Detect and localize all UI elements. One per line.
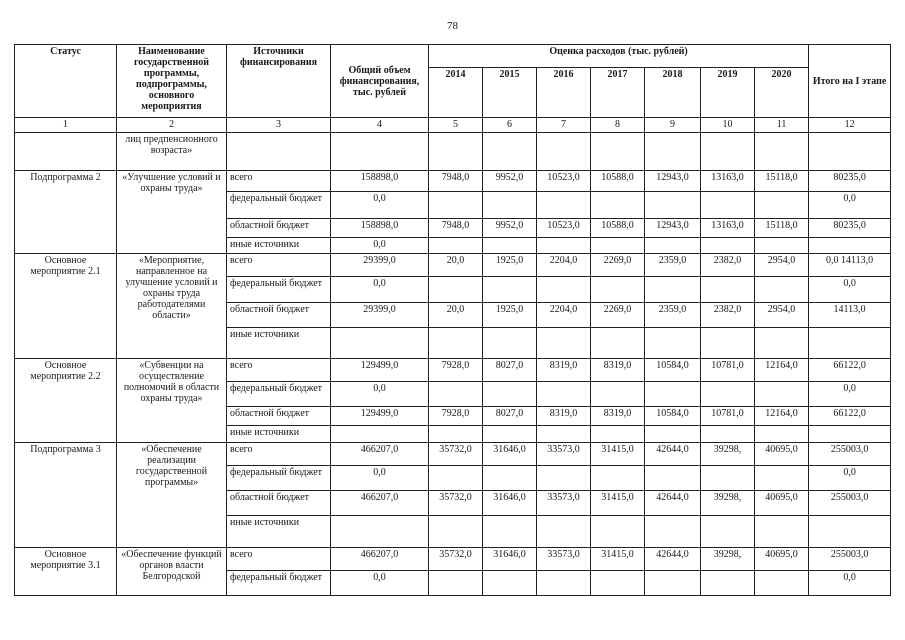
year-value-cell	[591, 570, 645, 595]
year-value-cell: 2382,0	[701, 254, 755, 277]
year-value-cell: 1925,0	[483, 302, 537, 327]
total-cell: 29399,0	[331, 254, 429, 277]
source-cell: всего	[227, 170, 331, 191]
year-value-cell: 12164,0	[755, 359, 809, 382]
year-value-cell: 10781,0	[701, 407, 755, 426]
total-cell: 466207,0	[331, 442, 429, 465]
total-cell: 0,0	[331, 237, 429, 254]
itogo-cell	[809, 426, 891, 443]
total-cell	[331, 327, 429, 358]
table-row	[15, 359, 891, 382]
header-name: Наименование государственной программы, подпрограммы, основного мероприятия	[117, 45, 227, 118]
year-value-cell: 39298,	[701, 442, 755, 465]
itogo-cell: 14113,0	[809, 302, 891, 327]
column-number: 9	[645, 118, 701, 133]
total-cell: 0,0	[331, 191, 429, 218]
year-value-cell: 31415,0	[591, 491, 645, 516]
source-cell: областной бюджет	[227, 491, 331, 516]
year-value-cell	[701, 327, 755, 358]
empty-cell	[537, 132, 591, 170]
year-value-cell: 2382,0	[701, 302, 755, 327]
year-value-cell: 15118,0	[755, 170, 809, 191]
source-cell: областной бюджет	[227, 218, 331, 237]
year-value-cell	[755, 516, 809, 547]
year-value-cell	[483, 327, 537, 358]
itogo-cell: 0,0 14113,0	[809, 254, 891, 277]
year-value-cell	[537, 191, 591, 218]
year-value-cell: 8027,0	[483, 407, 537, 426]
year-value-cell: 10523,0	[537, 170, 591, 191]
year-value-cell: 10584,0	[645, 359, 701, 382]
itogo-cell: 80235,0	[809, 218, 891, 237]
year-value-cell: 39298,	[701, 547, 755, 570]
year-value-cell	[429, 516, 483, 547]
year-value-cell: 13163,0	[701, 218, 755, 237]
year-value-cell: 15118,0	[755, 218, 809, 237]
itogo-cell	[809, 516, 891, 547]
page-number: 78	[447, 20, 458, 32]
year-value-cell	[591, 327, 645, 358]
itogo-cell: 66122,0	[809, 407, 891, 426]
source-cell: иные источники	[227, 516, 331, 547]
header-number-row	[15, 118, 891, 133]
financing-table	[14, 44, 891, 596]
column-number: 6	[483, 118, 537, 133]
column-number: 11	[755, 118, 809, 133]
year-value-cell	[701, 382, 755, 407]
year-value-cell	[537, 516, 591, 547]
total-cell: 466207,0	[331, 491, 429, 516]
header-year: 2016	[537, 68, 591, 118]
total-cell: 158898,0	[331, 218, 429, 237]
year-value-cell: 10523,0	[537, 218, 591, 237]
year-value-cell	[537, 237, 591, 254]
year-value-cell: 13163,0	[701, 170, 755, 191]
itogo-cell: 0,0	[809, 191, 891, 218]
year-value-cell	[429, 570, 483, 595]
year-value-cell: 8027,0	[483, 359, 537, 382]
year-value-cell: 33573,0	[537, 442, 591, 465]
year-value-cell: 2954,0	[755, 254, 809, 277]
year-value-cell	[591, 237, 645, 254]
year-value-cell: 39298,	[701, 491, 755, 516]
year-value-cell	[483, 277, 537, 302]
column-number: 8	[591, 118, 645, 133]
year-value-cell: 2359,0	[645, 302, 701, 327]
year-value-cell: 33573,0	[537, 547, 591, 570]
year-value-cell: 31646,0	[483, 547, 537, 570]
header-year: 2017	[591, 68, 645, 118]
total-cell: 0,0	[331, 382, 429, 407]
empty-cell	[701, 132, 755, 170]
year-value-cell	[645, 382, 701, 407]
year-value-cell: 42644,0	[645, 491, 701, 516]
year-value-cell: 2269,0	[591, 254, 645, 277]
header-year: 2015	[483, 68, 537, 118]
header-itogo: Итого на I этапе	[809, 45, 891, 118]
year-value-cell: 12943,0	[645, 218, 701, 237]
year-value-cell	[483, 426, 537, 443]
year-value-cell	[429, 277, 483, 302]
year-value-cell: 7948,0	[429, 218, 483, 237]
year-value-cell: 10588,0	[591, 170, 645, 191]
year-value-cell	[429, 465, 483, 490]
year-value-cell	[537, 570, 591, 595]
year-value-cell: 10584,0	[645, 407, 701, 426]
header-year: 2018	[645, 68, 701, 118]
status-cell: Основное мероприятие 2.1	[15, 254, 117, 359]
year-value-cell	[429, 327, 483, 358]
source-cell: областной бюджет	[227, 407, 331, 426]
year-value-cell: 35732,0	[429, 491, 483, 516]
empty-cell	[483, 132, 537, 170]
empty-cell	[809, 132, 891, 170]
year-value-cell	[645, 191, 701, 218]
year-value-cell	[645, 277, 701, 302]
itogo-cell: 0,0	[809, 570, 891, 595]
header-estimate: Оценка расходов (тыс. рублей)	[429, 45, 809, 68]
itogo-cell: 0,0	[809, 277, 891, 302]
year-value-cell	[483, 191, 537, 218]
header-year: 2020	[755, 68, 809, 118]
name-cell: «Субвенции на осуществление полномочий в области охраны труда»	[117, 359, 227, 443]
year-value-cell	[701, 191, 755, 218]
year-value-cell	[755, 277, 809, 302]
year-value-cell	[701, 516, 755, 547]
name-cell: «Обеспечение функций органов власти Белгородской	[117, 547, 227, 595]
year-value-cell	[429, 237, 483, 254]
year-value-cell	[755, 570, 809, 595]
year-value-cell	[483, 465, 537, 490]
total-cell: 0,0	[331, 277, 429, 302]
year-value-cell	[483, 382, 537, 407]
year-value-cell	[645, 237, 701, 254]
column-number: 1	[15, 118, 117, 133]
year-value-cell	[755, 382, 809, 407]
year-value-cell: 31415,0	[591, 442, 645, 465]
year-value-cell: 33573,0	[537, 491, 591, 516]
year-value-cell	[537, 327, 591, 358]
itogo-cell: 0,0	[809, 465, 891, 490]
header-year: 2019	[701, 68, 755, 118]
year-value-cell	[645, 426, 701, 443]
year-value-cell	[429, 191, 483, 218]
year-value-cell	[645, 570, 701, 595]
source-cell: федеральный бюджет	[227, 277, 331, 302]
itogo-cell	[809, 327, 891, 358]
column-number: 10	[701, 118, 755, 133]
status-cell: Подпрограмма 2	[15, 170, 117, 254]
table-row	[15, 547, 891, 570]
year-value-cell	[537, 277, 591, 302]
column-number: 4	[331, 118, 429, 133]
column-number: 3	[227, 118, 331, 133]
year-value-cell: 7948,0	[429, 170, 483, 191]
year-value-cell: 2269,0	[591, 302, 645, 327]
empty-cell	[429, 132, 483, 170]
source-cell: федеральный бюджет	[227, 570, 331, 595]
year-value-cell: 10588,0	[591, 218, 645, 237]
continuation-row	[15, 132, 891, 170]
source-cell: федеральный бюджет	[227, 465, 331, 490]
year-value-cell: 1925,0	[483, 254, 537, 277]
year-value-cell: 2954,0	[755, 302, 809, 327]
year-value-cell	[645, 327, 701, 358]
source-cell: федеральный бюджет	[227, 382, 331, 407]
source-cell: всего	[227, 359, 331, 382]
year-value-cell: 42644,0	[645, 547, 701, 570]
year-value-cell: 2204,0	[537, 302, 591, 327]
year-value-cell	[701, 570, 755, 595]
year-value-cell	[755, 327, 809, 358]
year-value-cell	[483, 516, 537, 547]
column-number: 2	[117, 118, 227, 133]
year-value-cell	[645, 465, 701, 490]
year-value-cell: 31415,0	[591, 547, 645, 570]
year-value-cell: 40695,0	[755, 442, 809, 465]
year-value-cell: 12164,0	[755, 407, 809, 426]
table-row	[15, 170, 891, 191]
year-value-cell: 9952,0	[483, 218, 537, 237]
column-number: 5	[429, 118, 483, 133]
year-value-cell: 8319,0	[591, 359, 645, 382]
status-cell: Основное мероприятие 3.1	[15, 547, 117, 595]
itogo-cell: 0,0	[809, 382, 891, 407]
year-value-cell	[483, 570, 537, 595]
source-cell: федеральный бюджет	[227, 191, 331, 218]
year-value-cell: 8319,0	[591, 407, 645, 426]
empty-cell	[227, 132, 331, 170]
itogo-cell	[809, 237, 891, 254]
itogo-cell: 66122,0	[809, 359, 891, 382]
year-value-cell	[429, 426, 483, 443]
total-cell: 0,0	[331, 465, 429, 490]
total-cell: 29399,0	[331, 302, 429, 327]
column-number: 12	[809, 118, 891, 133]
total-cell: 129499,0	[331, 407, 429, 426]
total-cell	[331, 516, 429, 547]
status-cell	[15, 132, 117, 170]
empty-cell	[591, 132, 645, 170]
name-cell: лиц предпенсионного возраста»	[117, 132, 227, 170]
header-total: Общий объем финансирования, тыс. рублей	[331, 45, 429, 118]
year-value-cell	[755, 426, 809, 443]
year-value-cell: 20,0	[429, 254, 483, 277]
year-value-cell: 8319,0	[537, 407, 591, 426]
year-value-cell: 31646,0	[483, 491, 537, 516]
total-cell	[331, 426, 429, 443]
year-value-cell	[429, 382, 483, 407]
table-body	[15, 45, 891, 596]
year-value-cell: 2359,0	[645, 254, 701, 277]
year-value-cell: 7928,0	[429, 407, 483, 426]
year-value-cell	[701, 465, 755, 490]
source-cell: иные источники	[227, 426, 331, 443]
name-cell: «Мероприятие, направленное на улучшение условий и охраны труда работодателями области»	[117, 254, 227, 359]
header-year: 2014	[429, 68, 483, 118]
year-value-cell	[755, 237, 809, 254]
source-cell: областной бюджет	[227, 302, 331, 327]
year-value-cell	[591, 426, 645, 443]
status-cell: Основное мероприятие 2.2	[15, 359, 117, 443]
status-cell: Подпрограмма 3	[15, 442, 117, 547]
year-value-cell	[591, 382, 645, 407]
year-value-cell	[755, 191, 809, 218]
year-value-cell	[537, 382, 591, 407]
itogo-cell: 255003,0	[809, 491, 891, 516]
total-cell: 158898,0	[331, 170, 429, 191]
source-cell: иные источники	[227, 327, 331, 358]
year-value-cell: 31646,0	[483, 442, 537, 465]
name-cell: «Обеспечение реализации государственной программы»	[117, 442, 227, 547]
year-value-cell: 2204,0	[537, 254, 591, 277]
year-value-cell	[701, 237, 755, 254]
year-value-cell: 42644,0	[645, 442, 701, 465]
column-number: 7	[537, 118, 591, 133]
table-row	[15, 442, 891, 465]
year-value-cell: 35732,0	[429, 547, 483, 570]
source-cell: иные источники	[227, 237, 331, 254]
total-cell: 129499,0	[331, 359, 429, 382]
year-value-cell: 40695,0	[755, 547, 809, 570]
year-value-cell: 8319,0	[537, 359, 591, 382]
year-value-cell	[537, 465, 591, 490]
source-cell: всего	[227, 547, 331, 570]
total-cell: 466207,0	[331, 547, 429, 570]
year-value-cell	[591, 191, 645, 218]
empty-cell	[645, 132, 701, 170]
year-value-cell	[591, 465, 645, 490]
source-cell: всего	[227, 254, 331, 277]
header-status: Статус	[15, 45, 117, 118]
itogo-cell: 255003,0	[809, 442, 891, 465]
header-sources: Источники финансирования	[227, 45, 331, 118]
year-value-cell: 10781,0	[701, 359, 755, 382]
year-value-cell	[645, 516, 701, 547]
table-row	[15, 254, 891, 277]
year-value-cell: 9952,0	[483, 170, 537, 191]
year-value-cell	[701, 277, 755, 302]
year-value-cell	[701, 426, 755, 443]
year-value-cell: 12943,0	[645, 170, 701, 191]
year-value-cell: 35732,0	[429, 442, 483, 465]
year-value-cell: 7928,0	[429, 359, 483, 382]
year-value-cell	[483, 237, 537, 254]
year-value-cell	[755, 465, 809, 490]
year-value-cell	[591, 277, 645, 302]
source-cell: всего	[227, 442, 331, 465]
header-row-1	[15, 45, 891, 68]
year-value-cell: 20,0	[429, 302, 483, 327]
itogo-cell: 80235,0	[809, 170, 891, 191]
year-value-cell: 40695,0	[755, 491, 809, 516]
empty-cell	[755, 132, 809, 170]
year-value-cell	[591, 516, 645, 547]
year-value-cell	[537, 426, 591, 443]
total-cell: 0,0	[331, 570, 429, 595]
itogo-cell: 255003,0	[809, 547, 891, 570]
name-cell: «Улучшение условий и охраны труда»	[117, 170, 227, 254]
empty-cell	[331, 132, 429, 170]
